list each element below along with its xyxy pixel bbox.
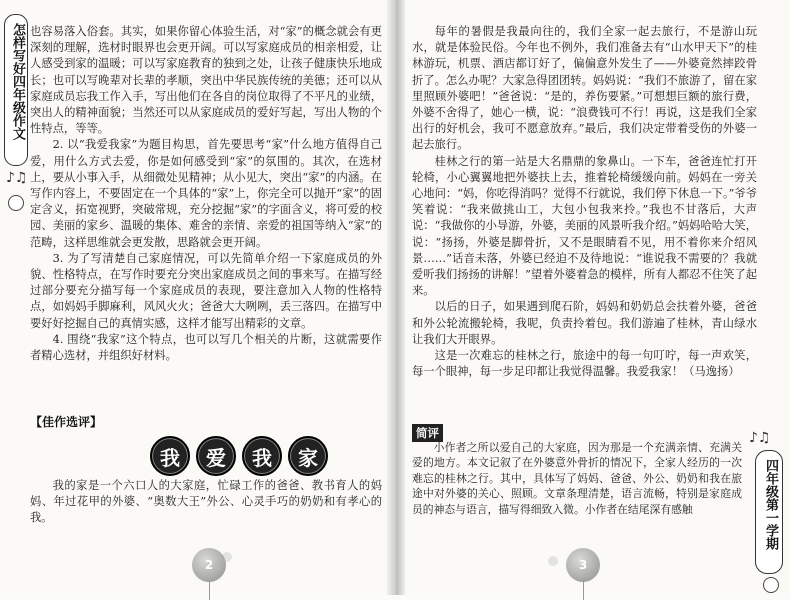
right-body-text xyxy=(412,24,757,380)
left-side-tab xyxy=(4,14,28,166)
right-side-tab xyxy=(755,450,783,574)
section-label: 【佳作选评】 xyxy=(30,415,103,429)
paragraph: 我的家是一个六口人的大家庭，忙碌工作的爸爸、教书育人的妈妈、年过花甲的外婆、“奥数大王”外公、心灵手巧的奶奶和有孝心的我。 xyxy=(30,479,382,525)
right-side-title: 四年级第一学期 xyxy=(763,459,778,550)
essay-text-left xyxy=(30,478,382,527)
flower-icon xyxy=(8,195,24,211)
paragraph: 2. 以“我爱我家”为题目构思，首先要思考“家”什么地方值得自己爱，用什么方式去爱，你是如何感受到“家”的氛围的。其次，在选材上，要从小事入手，从细微处见精神；从小见大，突出“家”的内涵。在写作内容上，不要固定在一个具体的“家”上，你完全可以抛开“家”的固定含义，拓宽视野，突破常规，充分挖掘“家”的字面含义，将可爱的校园、美丽的家乡、温暖的集体、难舍的亲情、亲爱的祖国等纳入“家”的范畴，这样思维就会更发散，思路就会更开阔。 xyxy=(30,138,382,249)
essay-title-char: 我 xyxy=(242,436,282,476)
paragraph: 以后的日子，如果遇到爬石阶，妈妈和奶奶总会扶着外婆，爸爸和外公轮流搬轮椅，我呢，负责拎着包。我们游遍了桂林，青山绿水让我们大开眼界。 xyxy=(412,300,757,346)
paragraph: 4. 围绕“我家”这个特点，也可以写几个相关的片断，这就需要作者精心选材，并组织好材料。 xyxy=(30,332,382,363)
flower-icon xyxy=(763,577,779,593)
essay-title-char: 家 xyxy=(288,436,328,476)
page-number-left: 2 xyxy=(192,548,226,582)
balloon-string xyxy=(209,580,210,600)
paragraph: 小作者之所以爱自己的大家庭，因为那是一个充满亲情、充满关爱的地方。本文记叙了在外婆意外骨折的情况下，全家人经历的一次难忘的桂林之行。其中，具体写了妈妈、爸爸、外公、奶奶和我在旅途中对外婆的关心、照顾。文章条理清楚，语言流畅，特别是家庭成员的神态与语言，描写得细致入微。小作者在结尾深有感触 xyxy=(412,441,742,516)
music-note-icon: ♪♫ xyxy=(6,170,28,186)
left-side-title: 怎样写好四年级作文 xyxy=(10,23,25,140)
comment-text xyxy=(412,440,742,517)
essay-title-char: 我 xyxy=(150,436,190,476)
music-note-icon: ♪♫ xyxy=(749,430,771,446)
left-page xyxy=(0,0,390,595)
paragraph: 3. 为了写清楚自己家庭情况，可以先简单介绍一下家庭成员的外貌、性格特点，在写作时要充分突出家庭成员之间的事来写。在描写经过部分要充分描写每一个家庭成员的表现，要注意加入人物的性格特点，如妈妈手脚麻利，风风火火；爸爸大大咧咧，丢三落四。在描写中要好好挖掘自己的真情实感，这样才能写出精彩的文章。 xyxy=(30,251,382,330)
paragraph: 这是一次难忘的桂林之行，旅途中的每一句叮咛，每一声欢笑，每一个眼神，每一步足印都让我觉得温馨。我爱我家！（马逸扬） xyxy=(412,349,757,379)
essay-title xyxy=(150,436,328,476)
balloon-string xyxy=(583,580,584,600)
bubble-decoration xyxy=(548,556,558,566)
paragraph: 每年的暑假是我最向往的，我们全家一起去旅行，不是游山玩水，就是体验民俗。今年也不例外，我们准备去有“山水甲天下”的桂林游玩，机票、酒店都订好了，偏偏意外发生了——外婆竟然摔跤骨折了。怎么办呢？大家急得团团转。妈妈说：“我们不旅游了，留在家里照顾外婆吧！”爸爸说：“是的，养伤要紧。”可想想巨额的旅行费，外婆不舍得了，她心一横，说：“浪费钱可不行！再说，这是我们全家出行的好机会，我可不愿意放弃。”最后，我们决定带着受伤的外婆一起去旅行。 xyxy=(412,25,757,152)
page-number-right: 3 xyxy=(566,548,600,582)
paragraph: 桂林之行的第一站是大名鼎鼎的象鼻山。一下车，爸爸连忙打开轮椅，小心翼翼地把外婆扶上去，推着轮椅缓缓向前。妈妈在一旁关心地问：“妈，你吃得消吗？觉得不行就说，我们停下休息一下。”爷爷笑着说：“我来做挑山工，大包小包我来拎。”我也不甘落后，大声说：“我做你的小导游，外婆，美丽的风景听我介绍。”妈妈哈哈大笑，说：“扬扬，外婆是脚骨折，又不是眼睛看不见，用不着你来介绍风景……”话音未落，外婆已经迫不及待地说：“谁说我不需要的？我就爱听我们扬扬的讲解！”望着外婆着急的模样，所有人都忍不住笑了起来。 xyxy=(412,154,757,298)
paragraph: 也容易落入俗套。其实，如果你留心体验生活，对“家”的概念就会有更深刻的理解，选材时眼界也会更开阔。可以写家庭成员的相亲相爱，让人感受到家的温暖；可以写家庭教育的独到之处，让孩子健康快乐地成长；也可以写晚辈对长辈的孝顺，突出中华民族传统的美德；还可以从家庭成员忘我工作入手，写出他们在各自的岗位取得了不平凡的业绩，突出人的精神面貌；当然还可以从家庭成员的爱好写起，写出人物的个性特点，等等。 xyxy=(30,25,382,136)
left-body-text xyxy=(30,24,382,364)
comment-label: 简评 xyxy=(412,424,443,442)
essay-title-char: 爱 xyxy=(196,436,236,476)
